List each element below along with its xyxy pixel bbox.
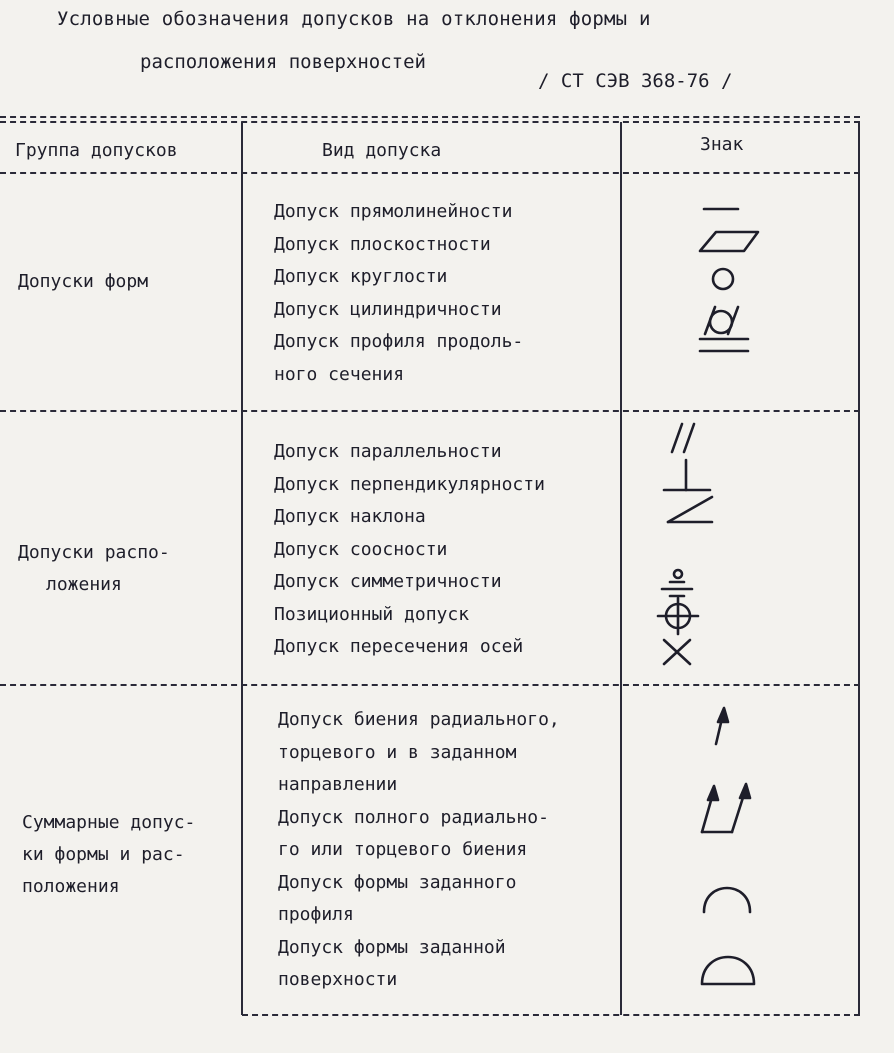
signs-column [620, 0, 860, 1053]
profile-line-icon [704, 888, 750, 912]
symmetry-icon [662, 582, 692, 596]
list-item: Допуск биения радиального, [278, 709, 560, 730]
header-group: Группа допусков [15, 140, 178, 161]
perpendicularity-icon [664, 460, 710, 490]
list-item: Допуск плоскостности [274, 233, 491, 255]
list-item: торцевого и в заданном [278, 741, 517, 763]
document-title-line2: расположения поверхностей [140, 51, 426, 73]
list-item: Допуск цилиндричности [274, 298, 502, 320]
coaxiality-icon [674, 570, 682, 578]
position-icon [658, 598, 698, 634]
runout-icon [716, 708, 728, 744]
list-item: Допуск полного радиально- [278, 806, 549, 828]
group-name-form: Допуски форм [18, 271, 149, 292]
standard-reference: / СТ СЭВ 368-76 / [538, 70, 733, 92]
list-item: Допуск соосности [274, 538, 448, 560]
list-item: профиля [278, 904, 354, 925]
list-item: Допуск круглости [274, 266, 448, 287]
list-item: Допуск симметричности [274, 571, 502, 592]
list-item: Допуск профиля продоль- [274, 331, 524, 352]
column-divider-1 [241, 122, 243, 1015]
group-name-total: Суммарные допус- ки формы и рас- положения [22, 812, 196, 897]
list-item: Допуск наклона [274, 506, 426, 527]
header-sign: Знак [700, 134, 744, 155]
profile-surface-icon [702, 957, 754, 984]
profile-longitudinal-icon [700, 339, 748, 351]
parallelism-icon [672, 424, 694, 452]
kinds-total [278, 704, 560, 997]
group-name-location: Допуски распо- ложения [18, 542, 170, 595]
document-title-line1: Условные обозначения допусков на отклонения формы и [57, 8, 651, 30]
list-item: Допуск формы заданного [278, 871, 517, 893]
total-runout-icon [702, 784, 750, 832]
list-item: Позиционный допуск [274, 603, 470, 625]
list-item: го или торцевого биения [278, 839, 528, 860]
list-item: Допуск перпендикулярности [274, 473, 545, 495]
list-item: Допуск формы заданной [278, 936, 506, 958]
roundness-icon [713, 269, 733, 289]
list-item: Допуск прямолинейности [274, 201, 513, 222]
kinds-location [274, 436, 545, 664]
header-kind: Вид допуска [322, 140, 442, 161]
angularity-icon [668, 497, 712, 522]
list-item: ного сечения [274, 363, 405, 385]
flatness-icon [700, 232, 758, 251]
list-item: направлении [278, 774, 398, 795]
kinds-form [274, 196, 523, 391]
cylindricity-icon [705, 307, 738, 334]
axes-intersection-icon [664, 640, 690, 664]
list-item: Допуск параллельности [274, 441, 502, 462]
list-item: Допуск пересечения осей [274, 636, 524, 657]
list-item: поверхности [278, 969, 398, 990]
